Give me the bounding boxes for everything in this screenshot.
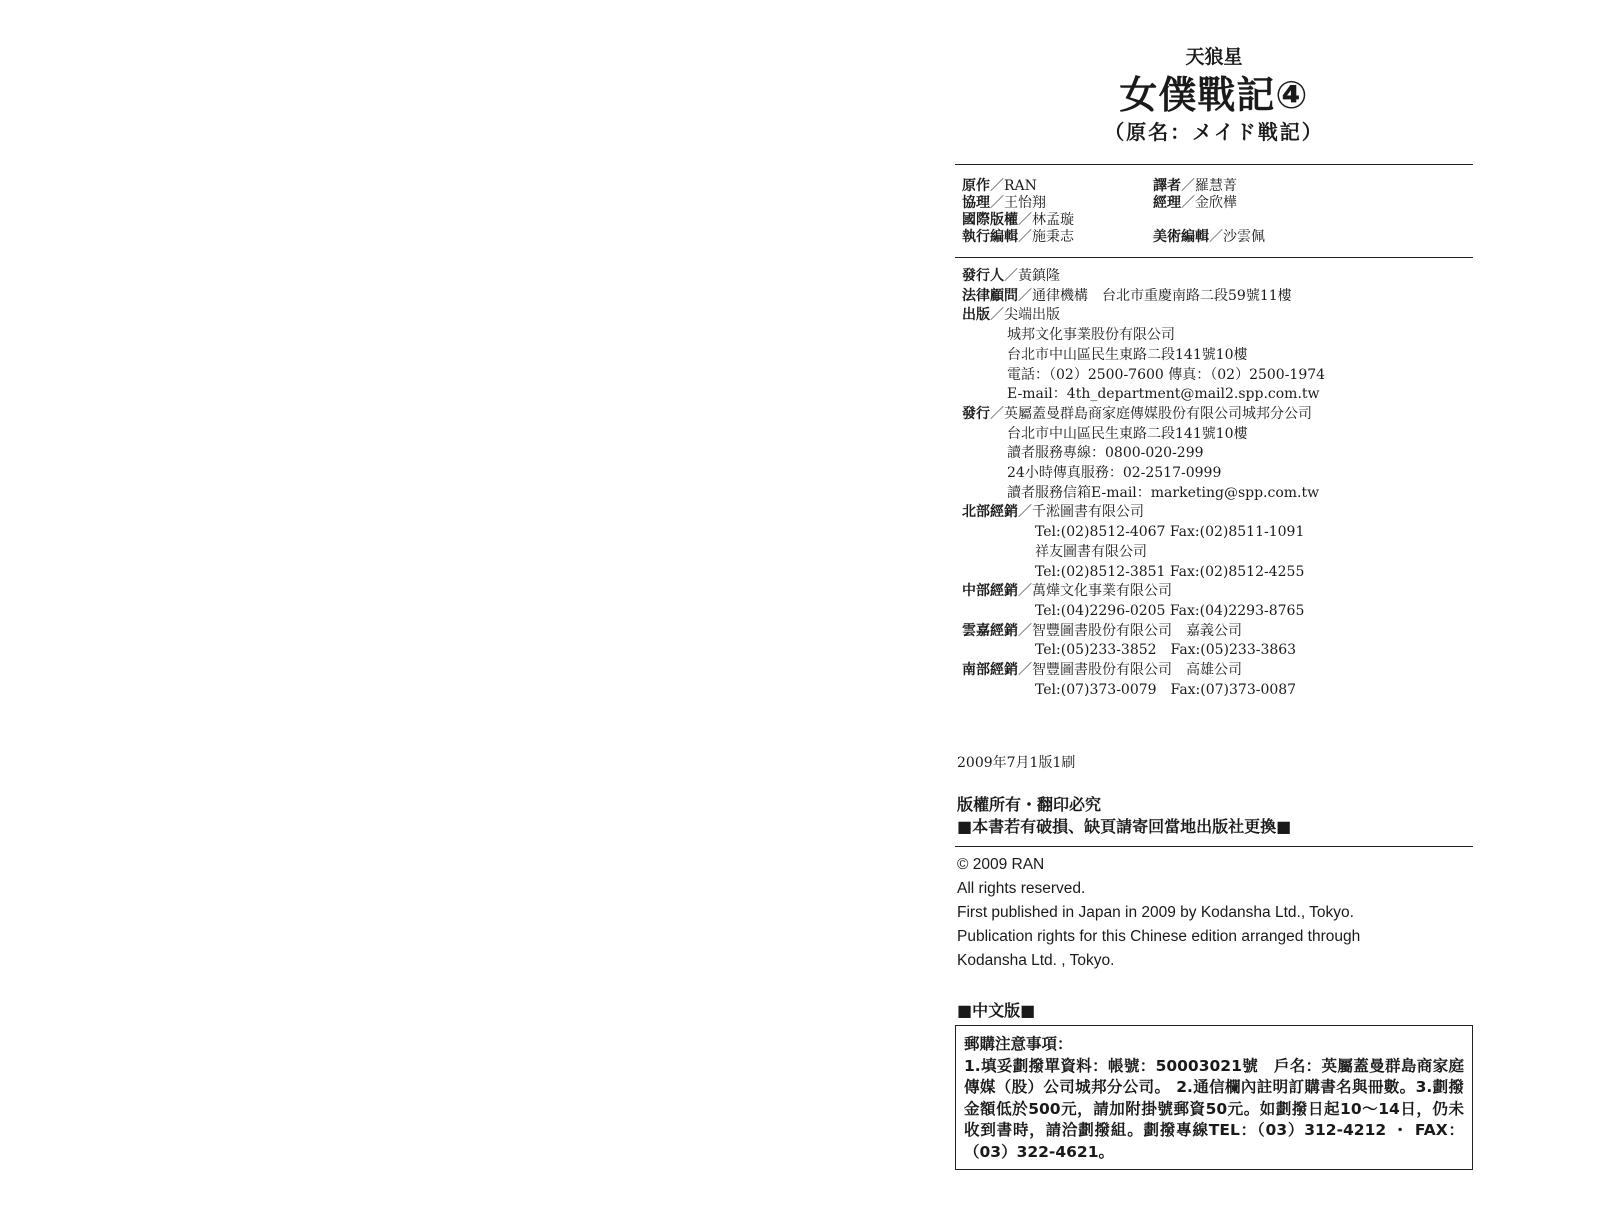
publisher-info-value: 萬燁文化事業有限公司 (1032, 583, 1172, 600)
publisher-info-value: 讀者服務信箱E-mail：marketing@spp.com.tw (1007, 484, 1320, 501)
kodansha-line: Kodansha Ltd. , Tokyo. (957, 952, 1115, 969)
publisher-info-line (1007, 485, 1319, 501)
publisher-info-label: 法律顧問 (962, 287, 1018, 304)
publisher-info-line (1035, 642, 1296, 658)
publisher-info-value: 城邦文化事業股份有限公司 (1007, 327, 1175, 344)
publisher-info-line: 發行人／黃鎮隆 (962, 268, 1060, 284)
publisher-info-value: Tel:(02)8512-3851 Fax:(02)8512-4255 (1035, 563, 1305, 580)
copyright-line: © 2009 RAN (957, 856, 1045, 873)
credit-coordination: 協理／王怡翔 (962, 195, 1046, 211)
series-name: 天狼星 (1185, 46, 1243, 68)
publisher-info-value: 讀者服務專線：0800-020-299 (1007, 445, 1204, 462)
publisher-info-value: 尖端出版 (1004, 307, 1060, 324)
publisher-info-label: 發行 (962, 405, 990, 422)
credit-translator: 譯者／羅慧菁 (1153, 178, 1237, 194)
publisher-info-line (1007, 445, 1204, 461)
divider-top (955, 164, 1473, 165)
publisher-info-label: 南部經銷 (962, 662, 1018, 678)
publisher-info-value: E-mail：4th_department@mail2.spp.com.tw (1007, 386, 1320, 403)
credit-manager: 經理／金欣樺 (1153, 195, 1237, 211)
mail-order-box (955, 1025, 1473, 1170)
publisher-info-value: Tel:(02)8512-4067 Fax:(02)8511-1091 (1035, 524, 1305, 541)
publisher-info-value: 通律機構 台北市重慶南路二段59號11樓 (1032, 287, 1292, 304)
rights-notice: 版權所有・翻印必究 (957, 795, 1102, 814)
publisher-info-value: Tel:(05)233-3852 Fax:(05)233-3863 (1035, 642, 1297, 659)
book-title: 女僕戰記④ (1119, 73, 1309, 117)
publisher-info-value: 台北市中山區民生東路二段141號10樓 (1007, 346, 1248, 363)
printing-date: 2009年7月1版1刷 (957, 755, 1076, 771)
publisher-info-line (1007, 367, 1325, 383)
publisher-info-line: 出版／尖端出版 (962, 307, 1060, 324)
publisher-info-label: 北部經銷 (962, 504, 1018, 521)
first-published-line: First published in Japan in 2009 by Kodansha Ltd., Tokyo. (957, 904, 1354, 921)
publisher-info-line: 發行／英屬蓋曼群島商家庭傳媒股份有限公司城邦分公司 (962, 405, 1312, 422)
publisher-info-line: 中部經銷／萬燁文化事業有限公司 (962, 583, 1172, 600)
publisher-info-value: 台北市中山區民生東路二段141號10樓 (1007, 425, 1248, 442)
divider-credits (955, 257, 1473, 258)
credit-art-editor: 美術編輯／沙雲佩 (1153, 229, 1265, 245)
publisher-info-value: Tel:(04)2296-0205 Fax:(04)2293-8765 (1035, 602, 1305, 619)
mail-order-title: 郵購注意事項： (964, 1035, 1073, 1053)
publisher-info-line (1007, 465, 1221, 481)
publisher-info-line (1035, 524, 1304, 540)
publisher-info-line: 雲嘉經銷／智豐圖書股份有限公司 嘉義公司 (962, 622, 1242, 639)
publisher-info-line (1007, 327, 1175, 343)
publisher-info-label: 中部經銷 (962, 583, 1018, 600)
publisher-info-line: 北部經銷／千淞圖書有限公司 (962, 504, 1144, 521)
damage-notice: ■本書若有破損、缺頁請寄回當地出版社更換■ (957, 817, 1292, 836)
publisher-info-line (1035, 544, 1147, 560)
publisher-info-label: 發行人 (962, 268, 1004, 284)
publisher-info-value: Tel:(07)373-0079 Fax:(07)373-0087 (1035, 681, 1297, 698)
divider-english (955, 846, 1473, 847)
publisher-info-line (1035, 603, 1304, 619)
publisher-info-line (1007, 426, 1248, 442)
publisher-info-value: 24小時傳真服務：02-2517-0999 (1007, 465, 1222, 481)
publisher-info-value: 智豐圖書股份有限公司 高雄公司 (1032, 662, 1242, 678)
mail-order-body: 1.填妥劃撥單資料：帳號：50003021號 戶名：英屬蓋曼群島商家庭傳媒（股）公司城邦分公司。 2.通信欄內註明訂購書名與冊數。3.劃撥金額低於500元，請加附掛號郵資50元。如劃撥日起10～14日，仍未收到書時，請洽劃撥組。劃撥專線TEL：（03）312-4212 ・ FAX：（03）322-4621。 (964, 1056, 1464, 1161)
publisher-info-value: 千淞圖書有限公司 (1032, 504, 1144, 521)
publisher-info-line (1035, 564, 1304, 580)
publisher-info-value: 英屬蓋曼群島商家庭傳媒股份有限公司城邦分公司 (1004, 405, 1312, 422)
publisher-info-value: 電話：（02）2500-7600 傳真：（02）2500-1974 (1007, 366, 1326, 383)
credit-exec-editor: 執行編輯／施秉志 (962, 229, 1074, 245)
publisher-info-line (1007, 347, 1248, 363)
colophon-page (955, 0, 1600, 1223)
publisher-info-label: 出版 (962, 307, 990, 324)
publisher-info-label: 雲嘉經銷 (962, 622, 1018, 639)
publisher-info-value: 黃鎮隆 (1018, 268, 1060, 284)
rights-reserved-line: All rights reserved. (957, 880, 1086, 897)
publisher-info-line: 南部經銷／智豐圖書股份有限公司 高雄公司 (962, 662, 1242, 678)
credit-intl-rights: 國際版權／林孟璇 (962, 212, 1074, 228)
original-title: （原名：メイド戦記） (1104, 120, 1324, 144)
edition-label: ■中文版■ (957, 1001, 1036, 1020)
publisher-info-line (1007, 386, 1320, 402)
publisher-info-line: 法律顧問／通律機構 台北市重慶南路二段59號11樓 (962, 287, 1292, 304)
credit-original-author: 原作／RAN (962, 178, 1037, 194)
publisher-info-value: 智豐圖書股份有限公司 嘉義公司 (1032, 622, 1242, 639)
publisher-info-value: 祥友圖書有限公司 (1035, 543, 1147, 560)
publication-rights-line: Publication rights for this Chinese edition arranged through (957, 928, 1361, 945)
publisher-info-line (1035, 682, 1296, 698)
